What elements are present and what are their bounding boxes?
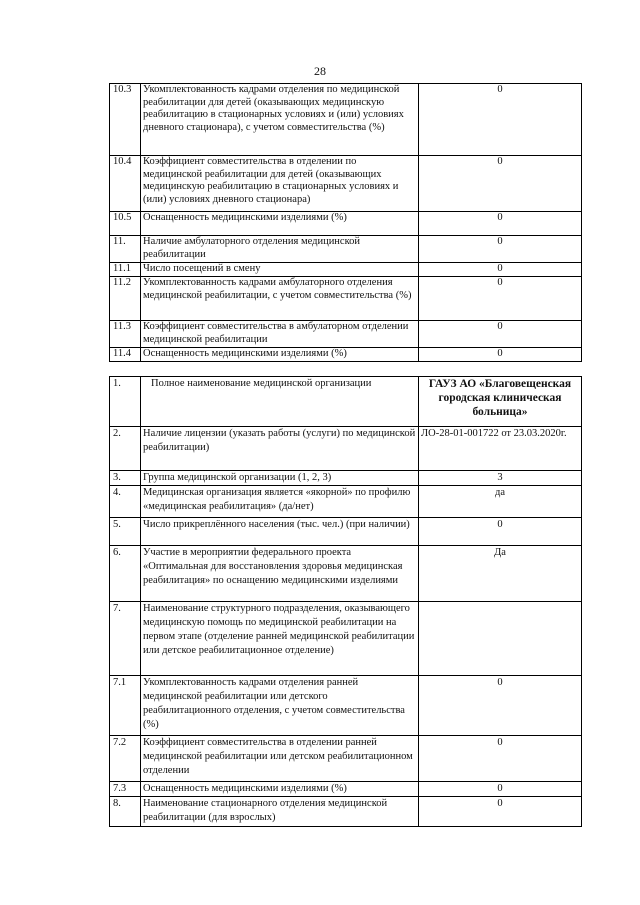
row-value: 0 xyxy=(419,797,582,827)
row-label: Полное наименование медицинской организации xyxy=(141,377,419,427)
row-number: 11.2 xyxy=(110,277,141,321)
row-number: 7. xyxy=(110,602,141,676)
table-row xyxy=(110,676,582,736)
table-row xyxy=(110,263,582,277)
row-value: 0 xyxy=(419,676,582,736)
row-value: 0 xyxy=(419,156,582,212)
row-value: 3 xyxy=(419,471,582,486)
table-row xyxy=(110,377,582,427)
table-row xyxy=(110,518,582,546)
row-number: 4. xyxy=(110,486,141,518)
table-row xyxy=(110,782,582,797)
row-value: 0 xyxy=(419,518,582,546)
row-label: Наименование структурного подразделения, оказывающего медицинскую помощь по медицинской реабилитации на первом этапе (отделение ранней медицинской реабилитации или детское реабилитационное отделение) xyxy=(141,602,419,676)
row-label: Медицинская организация является «якорной» по профилю «медицинская реабилитация» (да/нет) xyxy=(141,486,419,518)
row-label: Наличие амбулаторного отделения медицинской реабилитации xyxy=(141,236,419,263)
row-label: Коэффициент совместительства в амбулаторном отделении медицинской реабилитации xyxy=(141,321,419,348)
row-number: 11.4 xyxy=(110,348,141,362)
row-number: 3. xyxy=(110,471,141,486)
row-label: Укомплектованность кадрами отделения ранней медицинской реабилитации или детского реабилитационного отделения, с учетом совместительства (%) xyxy=(141,676,419,736)
indicator-table-upper xyxy=(109,83,582,362)
row-number: 8. xyxy=(110,797,141,827)
row-number: 7.2 xyxy=(110,736,141,782)
row-label: Оснащенность медицинскими изделиями (%) xyxy=(141,212,419,236)
row-value: 0 xyxy=(419,321,582,348)
row-label: Коэффициент совместительства в отделении по медицинской реабилитации для детей (оказывающих медицинскую реабилитацию в стационарных условиях и (или) условиях дневного стационара) xyxy=(141,156,419,212)
row-value: Да xyxy=(419,546,582,602)
row-value: 0 xyxy=(419,782,582,797)
table-row xyxy=(110,156,582,212)
row-number: 10.3 xyxy=(110,84,141,156)
row-value: 0 xyxy=(419,84,582,156)
table-row xyxy=(110,736,582,782)
row-number: 11. xyxy=(110,236,141,263)
table-row xyxy=(110,236,582,263)
table-row xyxy=(110,277,582,321)
table-row xyxy=(110,546,582,602)
row-label: Число прикреплённого населения (тыс. чел.) (при наличии) xyxy=(141,518,419,546)
table-row xyxy=(110,321,582,348)
row-value: 0 xyxy=(419,212,582,236)
row-number: 5. xyxy=(110,518,141,546)
row-number: 10.4 xyxy=(110,156,141,212)
table-row xyxy=(110,84,582,156)
row-label: Укомплектованность кадрами отделения по медицинской реабилитации для детей (оказывающих медицинскую реабилитацию в стационарных условиях и (или) условиях дневного стационара), с учетом совместительства (%) xyxy=(141,84,419,156)
row-number: 11.3 xyxy=(110,321,141,348)
row-number: 2. xyxy=(110,427,141,471)
row-value: 0 xyxy=(419,236,582,263)
table-row xyxy=(110,797,582,827)
table-row xyxy=(110,486,582,518)
row-value: 0 xyxy=(419,277,582,321)
row-label: Оснащенность медицинскими изделиями (%) xyxy=(141,348,419,362)
row-number: 11.1 xyxy=(110,263,141,277)
organization-table xyxy=(109,376,582,827)
table-row xyxy=(110,427,582,471)
organization-name: ГАУЗ АО «Благовещенская городская клиническая больница» xyxy=(419,377,582,427)
row-label: Укомплектованность кадрами амбулаторного отделения медицинской реабилитации, с учетом совместительства (%) xyxy=(141,277,419,321)
row-number: 7.1 xyxy=(110,676,141,736)
row-value: 0 xyxy=(419,348,582,362)
row-label: Оснащенность медицинскими изделиями (%) xyxy=(141,782,419,797)
row-value xyxy=(419,602,582,676)
row-label: Участие в мероприятии федерального проекта «Оптимальная для восстановления здоровья медицинская реабилитация» по оснащению медицинскими изделиями xyxy=(141,546,419,602)
table-row xyxy=(110,212,582,236)
row-number: 7.3 xyxy=(110,782,141,797)
table-row xyxy=(110,471,582,486)
row-value: 0 xyxy=(419,736,582,782)
row-number: 1. xyxy=(110,377,141,427)
row-value: 0 xyxy=(419,263,582,277)
row-value: да xyxy=(419,486,582,518)
row-label: Группа медицинской организации (1, 2, 3) xyxy=(141,471,419,486)
table-row xyxy=(110,602,582,676)
row-number: 10.5 xyxy=(110,212,141,236)
row-label: Наименование стационарного отделения медицинской реабилитации (для взрослых) xyxy=(141,797,419,827)
row-label: Наличие лицензии (указать работы (услуги) по медицинской реабилитации) xyxy=(141,427,419,471)
table-row xyxy=(110,348,582,362)
row-number: 6. xyxy=(110,546,141,602)
row-label: Коэффициент совместительства в отделении ранней медицинской реабилитации или детском реабилитационном отделении xyxy=(141,736,419,782)
license-number: ЛО-28-01-001722 от 23.03.2020г. xyxy=(419,427,582,471)
page-number: 28 xyxy=(314,64,326,78)
row-label: Число посещений в смену xyxy=(141,263,419,277)
